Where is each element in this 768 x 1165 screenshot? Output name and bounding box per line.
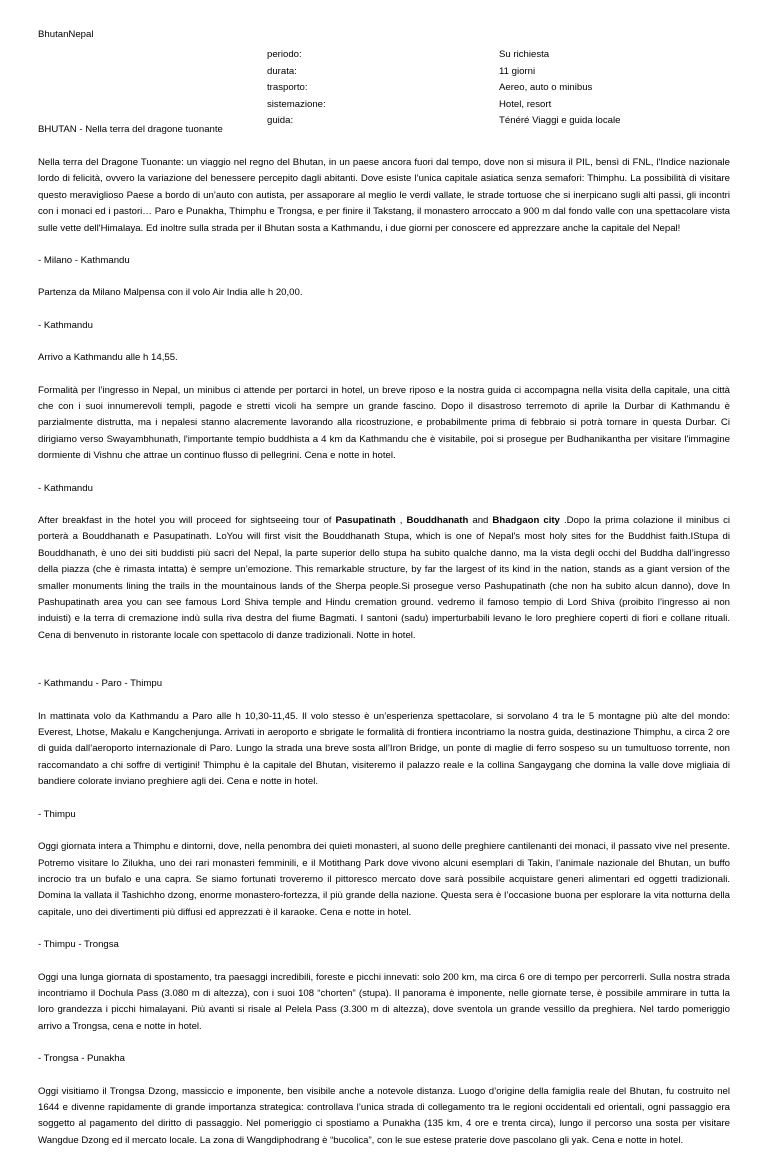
day-heading: - Thimpu — [38, 808, 76, 820]
text-run: and — [468, 515, 493, 526]
itinerary-content — [38, 122, 730, 1165]
day-heading: - Kathmandu — [38, 482, 93, 494]
spacer — [38, 660, 730, 676]
text-run-bold: Bouddhanath — [406, 515, 469, 526]
text-run-bold: Bhadgaon city — [492, 515, 560, 526]
info-value: 11 giorni — [499, 65, 536, 77]
info-row-periodo — [267, 47, 737, 64]
info-row-trasporto — [267, 80, 737, 97]
text-run: After breakfast in the hotel you will proceed for sightseeing tour of — [38, 515, 336, 526]
day-paragraph: Partenza da Milano Malpensa con il volo Air India alle h 20,00. — [38, 287, 303, 299]
info-label: guida: — [267, 115, 294, 126]
info-value: Hotel, resort — [499, 98, 552, 110]
info-label: periodo: — [267, 49, 302, 60]
section-title: BHUTAN - Nella terra del dragone tuonante — [38, 124, 223, 135]
day-paragraph — [38, 513, 730, 644]
day-heading: - Milano - Kathmandu — [38, 254, 130, 266]
info-row-durata — [267, 64, 737, 81]
info-label: sistemazione: — [267, 98, 326, 110]
day-paragraph: Arrivo a Kathmandu alle h 14,55. — [38, 352, 178, 364]
day-heading: - Kathmandu - Paro - Thimpu — [38, 678, 163, 690]
document-title: BhutanNepal — [38, 29, 94, 40]
intro-paragraph: Nella terra del Dragone Tuonante: un viaggio nel regno del Bhutan, in un paese ancora fuori dal tempo, dove non si misura il PIL, bensì di FNL, l'Indice nazionale lordo di felicità, ovvero la variazione del benessere percepito dagli abitanti. Dove esiste l’unica capitale asiatica senza semafori: Thimphu. La possibilità di visitare questo meraviglioso Paese a bordo di un’auto con autista, per assaporare al meglio le verdi vallate, le strade tortuose che si inerpicano sugli alti passi, gli incontri con i monaci ed i pastori… Paro e Punakha, Thimphu e Trongsa, e per finire il Takstang, il monastero arroccato a 900 m dal fondo valle con una spettacolare vista sulle vette dell'Himalaya. Ed inoltre sulla strada per il Bhutan sosta a Kathmandu, i due giorni per conoscere ed apprezzare anche la capitale del Nepal! — [38, 156, 730, 234]
info-label: durata: — [267, 65, 297, 77]
info-label: trasporto: — [267, 82, 308, 93]
info-row-sistemazione — [267, 97, 737, 114]
day-paragraph: Oggi giornata intera a Thimphu e dintorni, dove, nella penombra dei quieti monasteri, al suono delle preghiere cantilenanti dei monaci, il passato vive nel presente. Potremo visitare lo Zilukha, uno dei rari monasteri femminili, e il Motithang Park dove vivono alcuni esemplari di Takin, l’animale nazionale del Bhutan, un buffo incrocio tra un bufalo e una capra. Se siamo fortunati troveremo il pittoresco mercato dove sarà possibile acquistare generi alimentari ed oggetti tradizionali. Domina la vallata il Tashichho dzong, enorme monastero-fortezza, il più grande della nazione. Questa sera è l’occasione buona per esplorare la vita notturna della capitale, uno dei divertimenti più diffusi ed apprezzati è il karaoke. Cena e notte in hotel. — [38, 841, 730, 918]
day-paragraph: In mattinata volo da Kathmandu a Paro alle h 10,30-11,45. Il volo stesso è un’esperienza spettacolare, si sorvolano 4 tra le 5 montagne più alte del mondo: Everest, Lhotse, Makalu e Kangchenjunga. Arrivati in aeroporto e sbrigate le formalità di frontiera incontriamo la nostra guida, destinazione Thimphu, a circa 2 ore di guida dall’aeroporto internazionale di Paro. Lungo la strada una breve sosta all’Iron Bridge, un ponte di maglie di ferro sospeso su un tumultuoso torrente, non raccomandato a chi soffre di vertigini! Thimphu è la capitale del Bhutan, visiteremo il palazzo reale e la collina Sangaygang che domina la valle dove migliaia di bandiere colorate inviano preghiere agli dei. Cena e notte in hotel. — [38, 710, 730, 788]
day-paragraph: Oggi una lunga giornata di spostamento, tra paesaggi incredibili, foreste e picchi innevati: solo 200 km, ma circa 6 ore di tempo per percorrerli. Sulla nostra strada incontriamo il Dochula Pass (3.080 m di altezza), con i suoi 108 “chorten” (stupa). Il panorama è imponente, nelle giornate terse, è possibile ammirare in tutta la loro grandezza i picchi himalayani. Più avanti si risale al Pelela Pass (3.300 m di altezza), dove sventola un grande vessillo da preghiera. Nel tardo pomeriggio arrivo a Trongsa, cena e notte in hotel. — [38, 971, 730, 1032]
day-heading: - Kathmandu — [38, 319, 93, 331]
day-heading: - Trongsa - Punakha — [38, 1053, 125, 1065]
info-value: Ténéré Viaggi e guida locale — [499, 115, 621, 126]
text-run: , — [395, 515, 407, 526]
day-paragraph: Oggi visitiamo il Trongsa Dzong, massiccio e imponente, ben visibile anche a notevole distanza. Luogo d’origine della famiglia reale del Bhutan, fu costruito nel 1644 e divenne rapidamente di grande importanza strategica: controllava l’unica strada di collegamento tra le regioni occidentali ed orientali, ogni passaggio era soggetto al pagamento del diritto di passaggio. Nel pomeriggio ci spostiamo a Punakha (135 km, 4 ore e trenta circa), lungo il percorso una sosta per visitare Wangdue Dzong ed il mercato locale. La zona di Wangdiphodrang è “bucolica”, con le sue estese praterie dove pascolano gli yak. Cena e notte in hotel. — [38, 1085, 730, 1146]
trip-info-table — [267, 47, 737, 130]
text-run-bold: Pasupatinath — [335, 515, 396, 526]
info-value: Su richiesta — [499, 49, 550, 60]
info-value: Aereo, auto o minibus — [499, 82, 593, 93]
day-paragraph: Formalità per l’ingresso in Nepal, un minibus ci attende per portarci in hotel, un breve riposo e la nostra guida ci accompagna nella visita della capitale, una città che con i suoi innumerevoli templi, pagode e stretti vicoli ha sempre un grande fascino. Dopo il disastroso terremoto di aprile la Durbar di Kathmandu è parzialmente distrutta, ma i nepalesi stanno alacremente lavorando alla ricostruzione, e probabilmente prima di febbraio si potrà tornare in questa Durbar. Ci dirigiamo verso Swayambhunath, l'importante tempio buddhista a 4 km da Kathmandu che è visitabile, poi si prosegue per Budhanikantha per visitare l'immagine dormiente di Vishnu che attrae un continuo flusso di pellegrini. Cena e notte in hotel. — [38, 384, 730, 462]
day-heading: - Thimpu - Trongsa — [38, 939, 119, 951]
text-run: .Dopo la prima colazione il minibus ci porterà a Bouddhanath e Pasupatinath. LoYou will first visit the Bouddhanath Stupa, which is one of Nepal's most holy sites for the Buddhist faith.IStupa di Bouddhanath, è uno dei siti buddisti più sacri del Nepal, la parte superior dello stupa ha subito qualche danno, ma la vista degli occhi del Buddha dall’ingresso della piazza (che è rimasta intatta) è sempre un’emozione. This remarkable structure, by far the largest of its kind in the nation, stands as a giant version of the smaller monuments lining the trails in the mountainous lands of the Sherpa people.Si prosegue verso Pashupatinath (che non ha subito alcun danno), dove In Pashupatinath area you can see famous Lord Shiva temple and Hindu cremation ground. vedremo il famoso tempio di Lord Shiva (proibito l’ingresso ai non induisti) e la terra di cremazione indù sulla riva destra del fiume Bagmati. I santoni (sadu) imperturbabili levano le loro preghiere coperti di fiori e collane rituali. Cena di benvenuto in ristorante locale con spettacolo di danze tradizionali. Notte in hotel. — [38, 515, 731, 641]
